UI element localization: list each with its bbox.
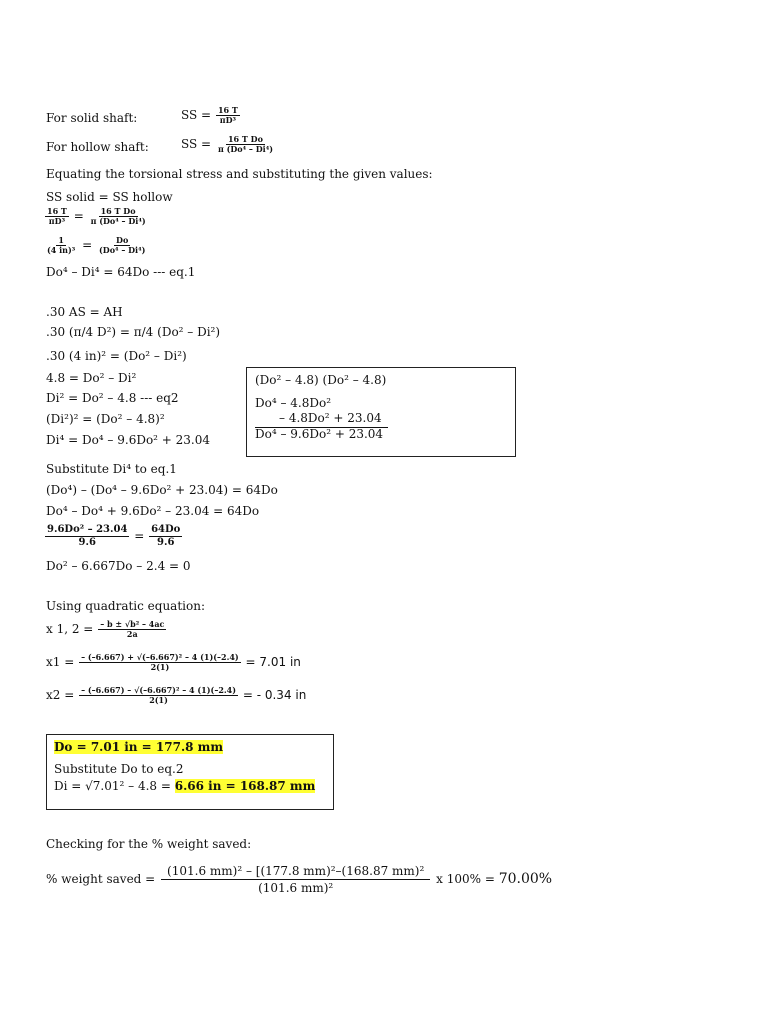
hollow-shaft-label: For hollow shaft: (46, 140, 149, 154)
expand-line-3: – 4.8Do² + 23.04 (279, 411, 382, 425)
quadratic-label: Using quadratic equation: (46, 599, 205, 613)
fraction-equation-1: $\frac{16 T}{\text{πD³}}$ = $\frac{\text{16 T Do}}{\text{π (Do⁴ – Di⁴)}}$ (47, 206, 146, 226)
expand-line-2: Do⁴ – 4.8Do² (255, 396, 332, 410)
di-result: Di = √7.01² – 4.8 = 6.66 in = 168.87 mm (54, 779, 316, 793)
area-line-1: .30 AS = AH (46, 305, 123, 319)
solid-shaft-label: For solid shaft: (46, 111, 138, 125)
substitute-do-label: Substitute Do to eq.2 (54, 762, 184, 776)
area-line-5: Di² = Do² – 4.8 --- eq2 (46, 391, 179, 405)
expand-line-4: Do⁴ – 9.6Do² + 23.04 (255, 427, 384, 441)
result-box (46, 734, 334, 810)
eq1: Do⁴ – Di⁴ = 64Do --- eq.1 (46, 265, 196, 279)
eq-solid-hollow: SS solid = SS hollow (46, 190, 173, 204)
check-label: Checking for the % weight saved: (46, 837, 252, 851)
sub-line-1: Substitute Di⁴ to eq.1 (46, 462, 177, 476)
area-line-2: .30 (π/4 D²) = π/4 (Do² – Di²) (46, 325, 221, 339)
weight-formula: % weight saved = $\frac{\text{(101.6 mm)² – [(177.8 mm)²–(168.87 mm)²}}{\text{(101.6 mm)²}}$ x 100% = 70.00% (46, 864, 553, 895)
equating-text: Equating the torsional stress and substituting the given values: (46, 167, 433, 181)
quadratic-x2: x2 = $\frac{\text{– (–6.667) – √(–6.667)² – 4 (1)(–2.4)}}{2(1)}$ = - 0.34 in (46, 685, 307, 705)
sub-line-2: (Do⁴) – (Do⁴ – 9.6Do² + 23.04) = 64Do (46, 483, 278, 497)
solid-shaft-formula: SS = $\frac{16 T}{\text{πD³}}$ (181, 105, 238, 125)
expand-line-1: (Do² – 4.8) (Do² – 4.8) (255, 373, 387, 387)
area-line-4: 4.8 = Do² – Di² (46, 371, 137, 385)
quadratic-general: x 1, 2 = $\frac{\text{– b ± √b² – 4ac}}{2a}$ (46, 619, 165, 639)
sub-line-3: Do⁴ – Do⁴ + 9.6Do² – 23.04 = 64Do (46, 504, 260, 518)
hollow-shaft-formula: SS = $\frac{\text{16 T Do}}{\text{π (Do⁴ – Di⁴)}}$ (181, 134, 273, 154)
sub-fraction: $\frac{\text{9.6Do² – 23.04}}{9.6}$ = $\frac{64Do}{9.6}$ (47, 524, 181, 548)
area-line-3: .30 (4 in)² = (Do² – Di²) (46, 349, 187, 363)
quadratic-x1: x1 = $\frac{\text{– (–6.667) + √(–6.667)² – 4 (1)(–2.4)}}{2(1)}$ = 7.01 in (46, 652, 301, 672)
area-line-7: Di⁴ = Do⁴ – 9.6Do² + 23.04 (46, 433, 211, 447)
expansion-box (246, 367, 516, 457)
do-result: Do = 7.01 in = 177.8 mm (54, 740, 224, 754)
sub-line-5: Do² – 6.667Do – 2.4 = 0 (46, 559, 191, 573)
fraction-equation-2: $\frac{1}{\text{(4 in)³}}$ = $\frac{Do}{\text{(Do⁴ – Di⁴)}}$ (47, 235, 146, 255)
area-line-6: (Di²)² = (Do² – 4.8)² (46, 412, 165, 426)
